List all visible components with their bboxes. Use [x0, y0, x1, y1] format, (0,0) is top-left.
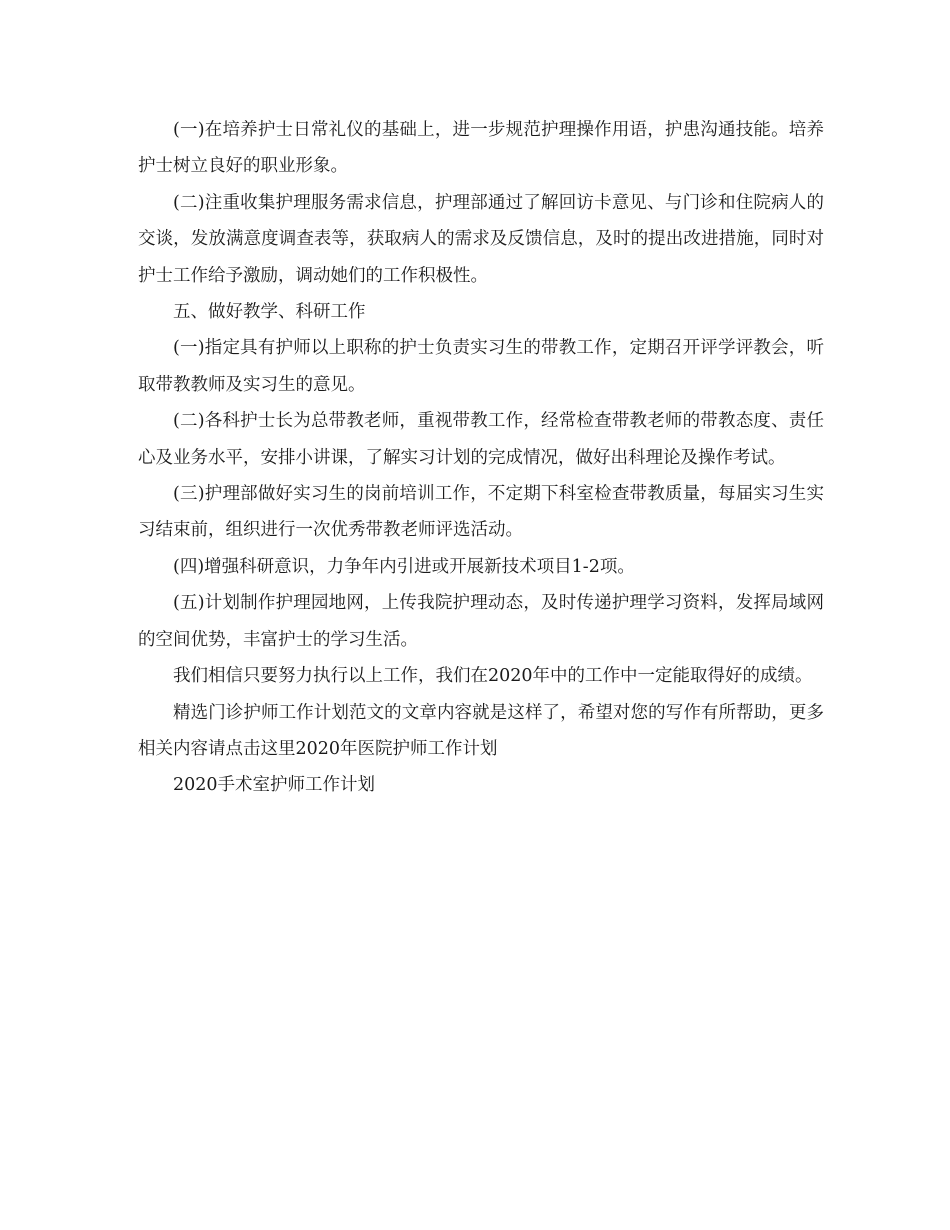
paragraph-pre-job-training: (三)护理部做好实习生的岗前培训工作，不定期下科室检查带教质量，每届实习生实习结束前，组织进行一次优秀带教老师评选活动。 — [138, 484, 824, 541]
paragraph-service-feedback: (二)注重收集护理服务需求信息，护理部通过了解回访卡意见、与门诊和住院病人的交谈，发放满意度调查表等，获取病人的需求及反馈信息，及时的提出改进措施，同时对护士工作给予激励，调动她们的工作积极性。 — [138, 192, 824, 286]
paragraph-research-awareness: (四)增强科研意识，力争年内引进或开展新技术项目1-2项。 — [173, 556, 635, 577]
section-heading-teaching-research: 五、做好教学、科研工作 — [173, 302, 366, 323]
paragraph-etiquette: (一)在培养护士日常礼仪的基础上，进一步规范护理操作用语，护患沟通技能。培养护士树立良好的职业形象。 — [138, 120, 824, 177]
paragraph-head-nurse-teaching: (二)各科护士长为总带教老师，重视带教工作，经常检查带教老师的带教态度、责任心及业务水平，安排小讲课，了解实习计划的完成情况，做好出科理论及操作考试。 — [138, 411, 824, 468]
paragraph-conclusion: 我们相信只要努力执行以上工作，我们在2020年中的工作中一定能取得好的成绩。 — [173, 666, 813, 687]
paragraph-related-link[interactable]: 精选门诊护师工作计划范文的文章内容就是这样了，希望对您的写作有所帮助，更多相关内容请点击这里2020年医院护师工作计划 — [138, 702, 824, 759]
related-article-link[interactable]: 2020手术室护师工作计划 — [173, 775, 376, 796]
paragraph-teaching-assignment: (一)指定具有护师以上职称的护士负责实习生的带教工作，定期召开评学评教会，听取带教教师及实习生的意见。 — [138, 338, 824, 395]
document-body — [138, 112, 824, 804]
paragraph-nursing-website: (五)计划制作护理园地网，上传我院护理动态，及时传递护理学习资料，发挥局域网的空间优势，丰富护士的学习生活。 — [138, 593, 824, 650]
